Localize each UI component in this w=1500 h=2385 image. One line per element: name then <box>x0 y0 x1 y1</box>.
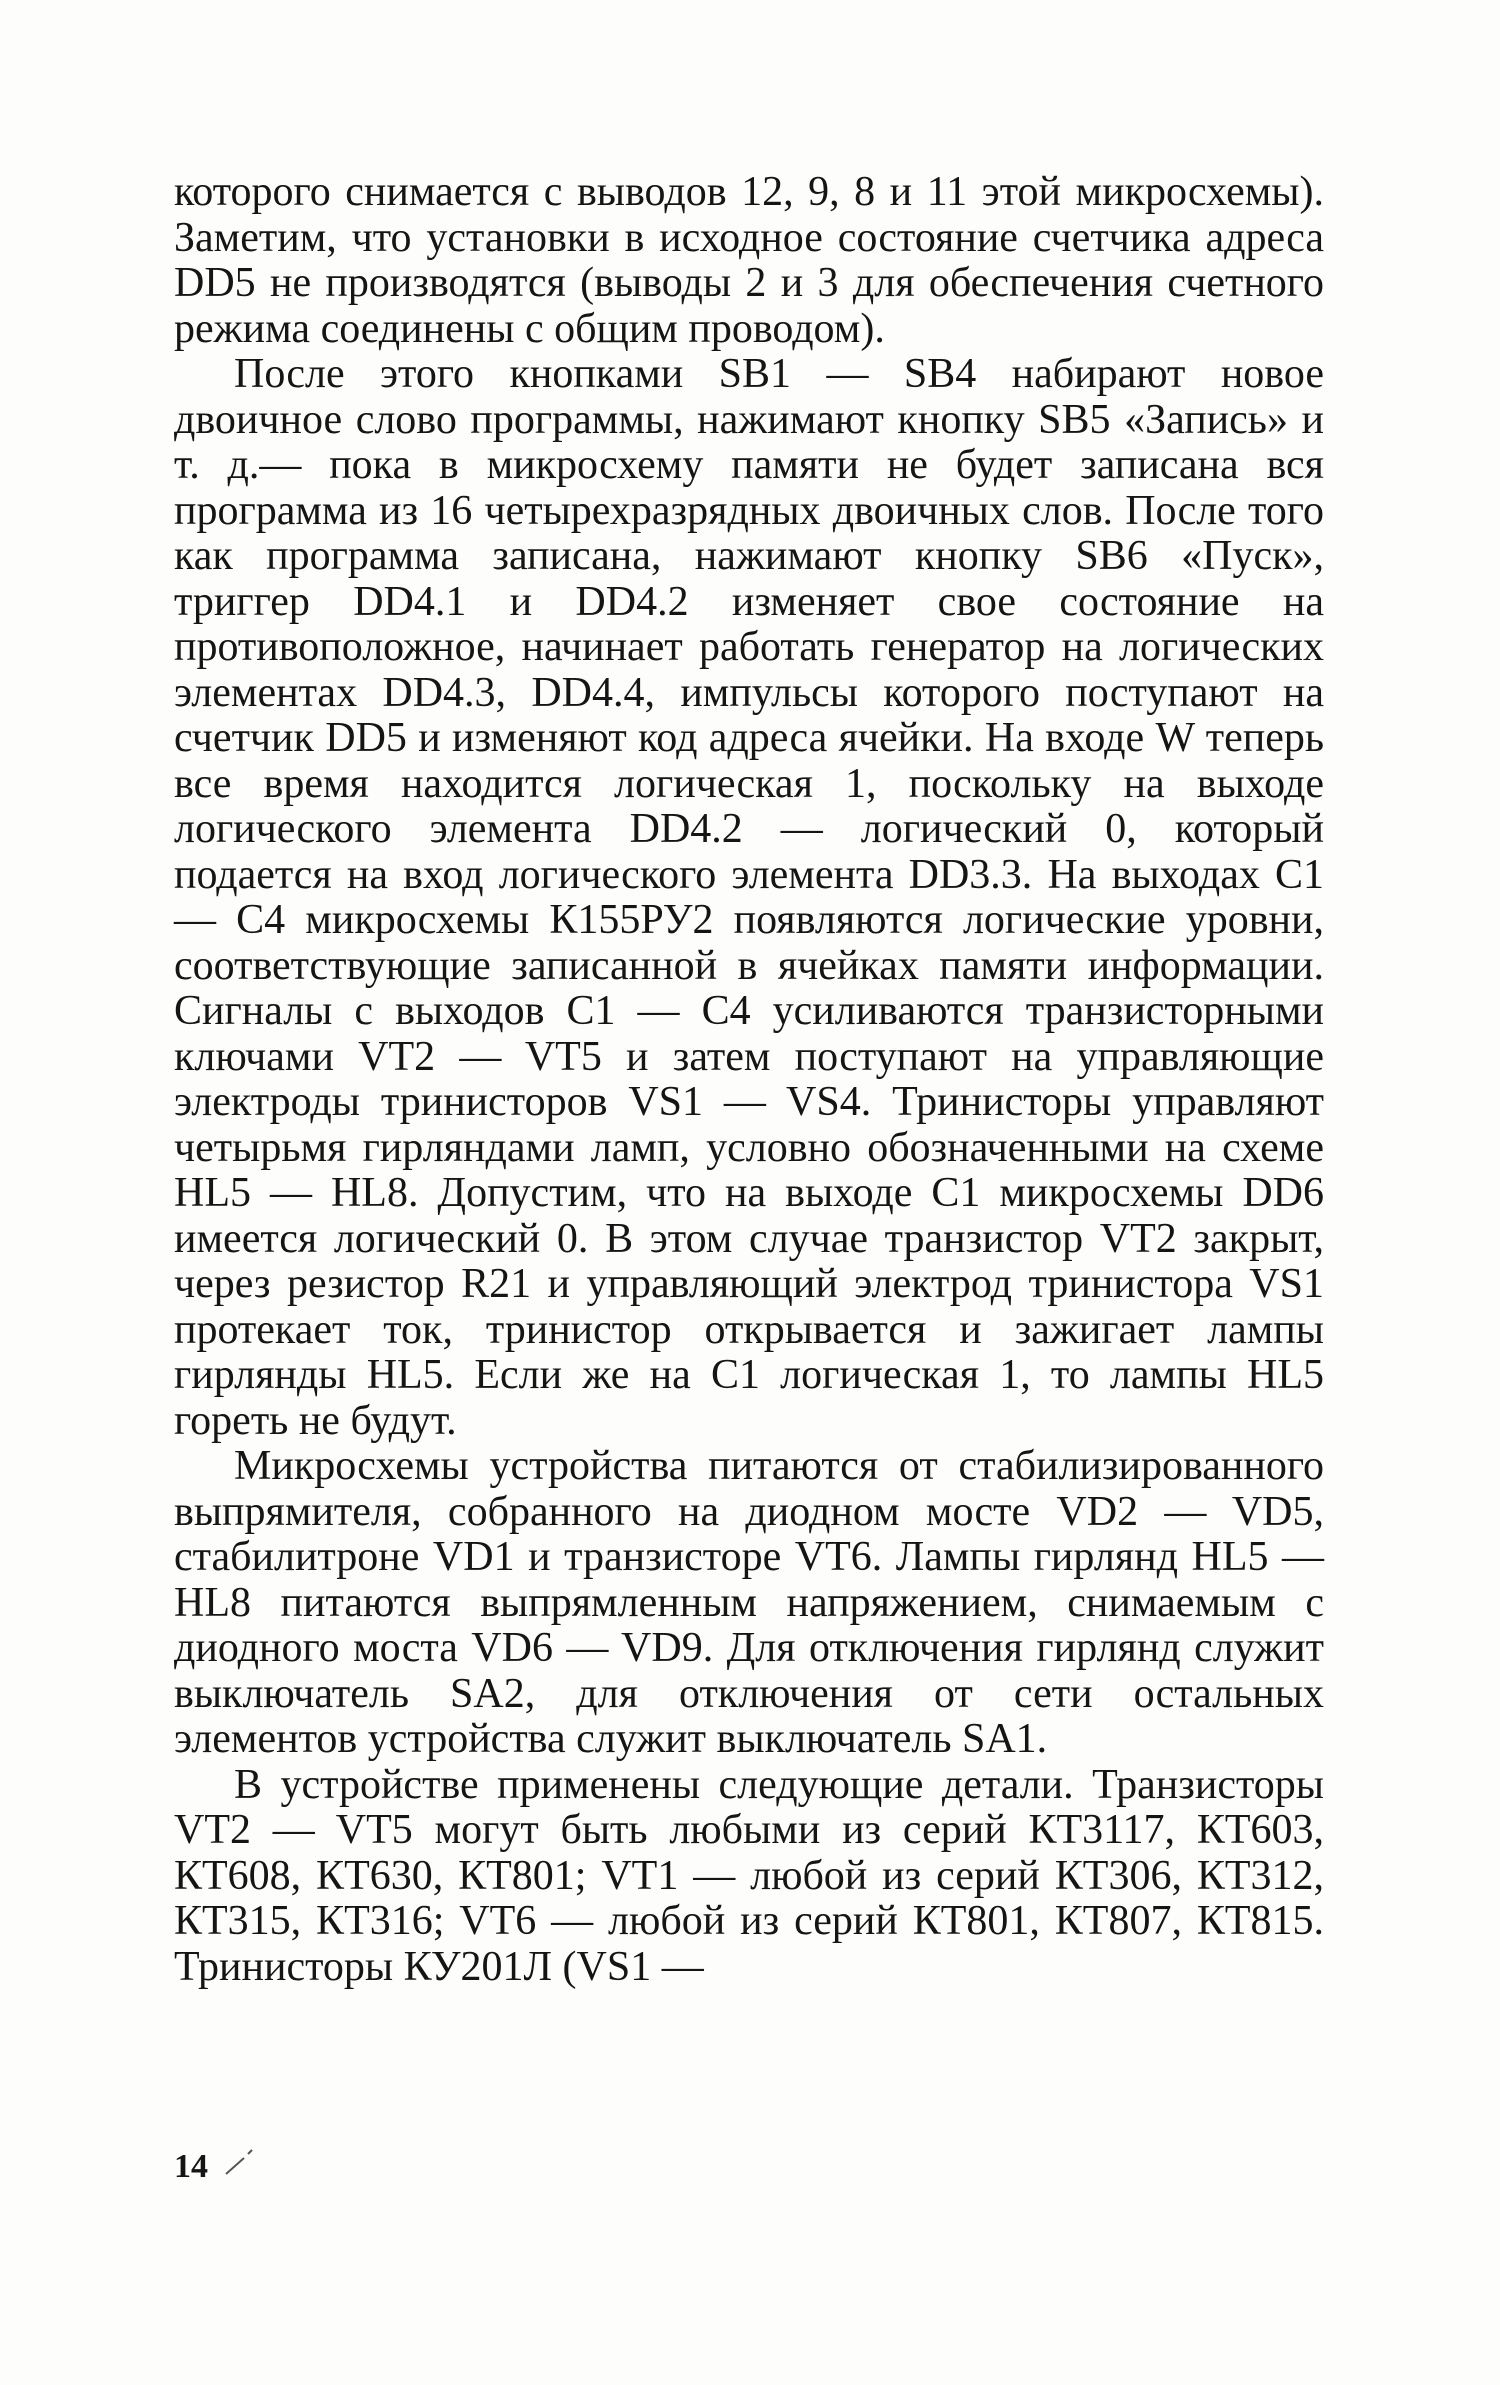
paragraph-continued: которого снимается с выводов 12, 9, 8 и 11 этой микросхемы). Заметим, что установки в исходное состояние счетчика адреса DD5 не производятся (выводы 2 и 3 для обеспечения счетного режима соединены с общим проводом). <box>174 169 1324 352</box>
paragraph-components: В устройстве применены следующие детали. Транзисторы VT2 — VT5 могут быть любыми из серий КТ3117, КТ603, КТ608, КТ630, КТ801; VT1 — любой из серий КТ306, КТ312, КТ315, КТ316; VT6 — любой из серий КТ801, КТ807, КТ815. Тринисторы КУ201Л (VS1 — <box>174 1761 1324 1990</box>
page-number: 14 <box>174 2148 208 2185</box>
body-text <box>174 170 1324 1990</box>
pencil-mark-icon <box>222 2140 262 2180</box>
paragraph-programming: После этого кнопками SB1 — SB4 набирают новое двоичное слово программы, нажимают кнопку SB5 «Запись» и т. д.— пока в микросхему памяти не будет записана вся программа из 16 четырехразрядных двоичных слов. После того как программа записана, нажимают кнопку SB6 «Пуск», триггер DD4.1 и DD4.2 изменяет свое состояние на противоположное, начинает работать генератор на логических элементах DD4.3, DD4.4, импульсы которого поступают на счетчик DD5 и изменяют код адреса ячейки. На входе W теперь все время находится логическая 1, поскольку на выходе логического элемента DD4.2 — логический 0, который подается на вход логического элемента DD3.3. На выходах C1 — C4 микросхемы К155РУ2 появляются логические уровни, соответствующие записанной в ячейках памяти информации. Сигналы с выходов C1 — C4 усиливаются транзисторными ключами VT2 — VT5 и затем поступают на управляющие электроды тринисторов VS1 — VS4. Тринисторы управляют четырьмя гирляндами ламп, условно обозначенными на схеме HL5 — HL8. Допустим, что на выходе C1 микросхемы DD6 имеется логический 0. В этом случае транзистор VT2 закрыт, через резистор R21 и управляющий электрод тринистора VS1 протекает ток, тринистор открывается и зажигает лампы гирлянды HL5. Если же на C1 логическая 1, то лампы HL5 гореть не будут. <box>174 351 1324 1444</box>
paragraph-power-supply: Микросхемы устройства питаются от стабилизированного выпрямителя, собранного на диодном мосте VD2 — VD5, стабилитроне VD1 и транзисторе VT6. Лампы гирлянд HL5 — HL8 питаются выпрямленным напряжением, снимаемым с диодного моста VD6 — VD9. Для отключения гирлянд служит выключатель SA2, для отключения от сети остальных элементов устройства служит выключатель SA1. <box>174 1443 1324 1762</box>
